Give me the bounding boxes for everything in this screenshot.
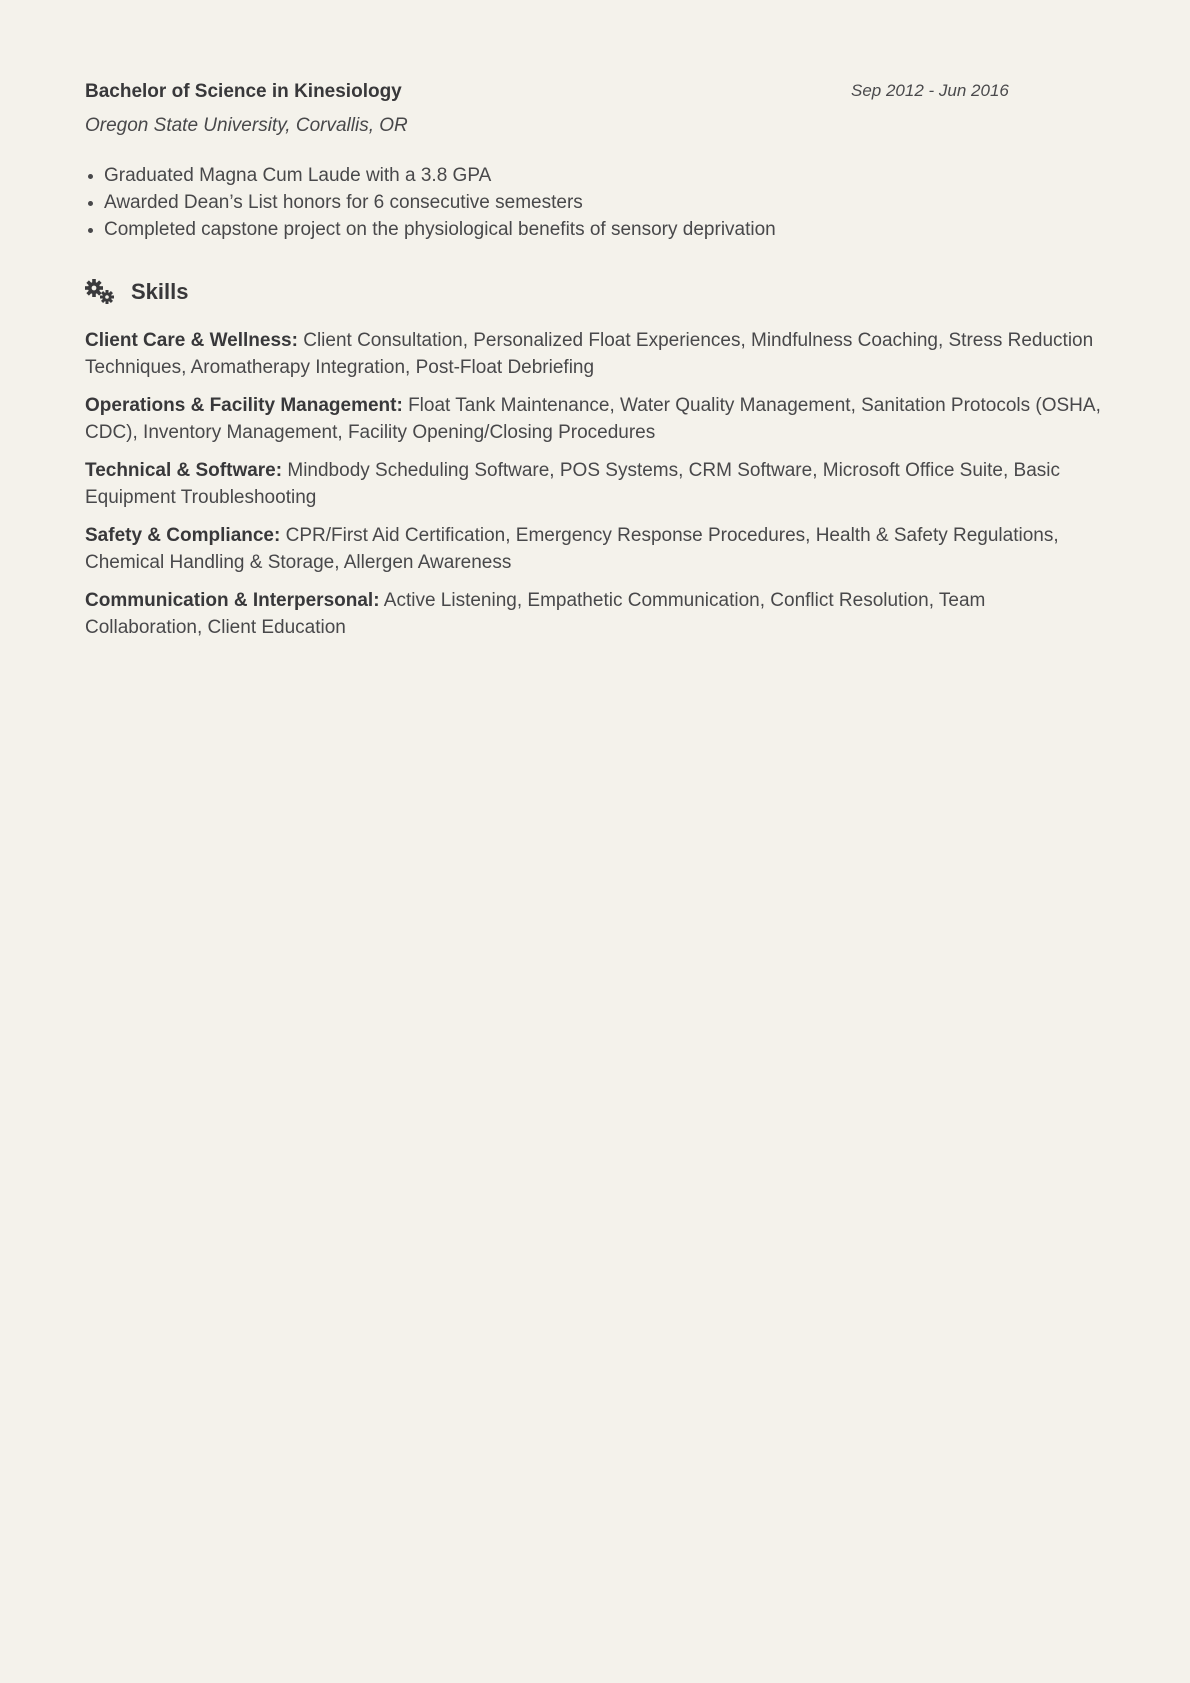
- skill-category: Client Care & Wellness:: [85, 330, 298, 351]
- education-entry-header: [85, 76, 1105, 110]
- skills-title: Skills: [131, 279, 189, 304]
- list-item: Completed capstone project on the physiological benefits of sensory deprivation: [85, 216, 776, 243]
- school-name: Oregon State University, Corvallis, OR: [85, 115, 408, 136]
- skill-items: Mindbody Scheduling Software, POS Systems, CRM Software, Microsoft Office Suite, Basic Equipment Troubleshooting: [85, 460, 1060, 508]
- skill-category: Operations & Facility Management:: [85, 395, 403, 416]
- skill-category: Technical & Software:: [85, 460, 283, 481]
- skill-items: CPR/First Aid Certification, Emergency Response Procedures, Health & Safety Regulations, Chemical Handling & Storage, Allergen Awareness: [85, 525, 1059, 573]
- skill-group: [85, 327, 1105, 381]
- education-dates: Sep 2012 - Jun 2016: [851, 81, 1009, 100]
- education-highlights: [85, 162, 776, 243]
- list-item: Graduated Magna Cum Laude with a 3.8 GPA: [85, 162, 776, 189]
- skill-items: Float Tank Maintenance, Water Quality Management, Sanitation Protocols (OSHA, CDC), Inventory Management, Facility Opening/Closing Procedures: [85, 395, 1101, 443]
- skills-list: [85, 327, 1105, 652]
- skill-items: Client Consultation, Personalized Float Experiences, Mindfulness Coaching, Stress Reduction Techniques, Aromatherapy Integration, Post-Float Debriefing: [85, 330, 1094, 378]
- resume-page: [85, 76, 1105, 638]
- skills-section-heading: [85, 276, 188, 308]
- skill-category: Safety & Compliance:: [85, 525, 281, 546]
- gears-icon: [85, 279, 115, 305]
- skill-items: Active Listening, Empathetic Communication, Conflict Resolution, Team Collaboration, Client Education: [85, 590, 986, 638]
- degree-title: Bachelor of Science in Kinesiology: [85, 81, 402, 102]
- skill-group: [85, 457, 1105, 511]
- skill-group: [85, 392, 1105, 446]
- skill-group: [85, 522, 1105, 576]
- skill-group: [85, 587, 1105, 641]
- skill-category: Communication & Interpersonal:: [85, 590, 380, 611]
- list-item: Awarded Dean’s List honors for 6 consecutive semesters: [85, 189, 776, 216]
